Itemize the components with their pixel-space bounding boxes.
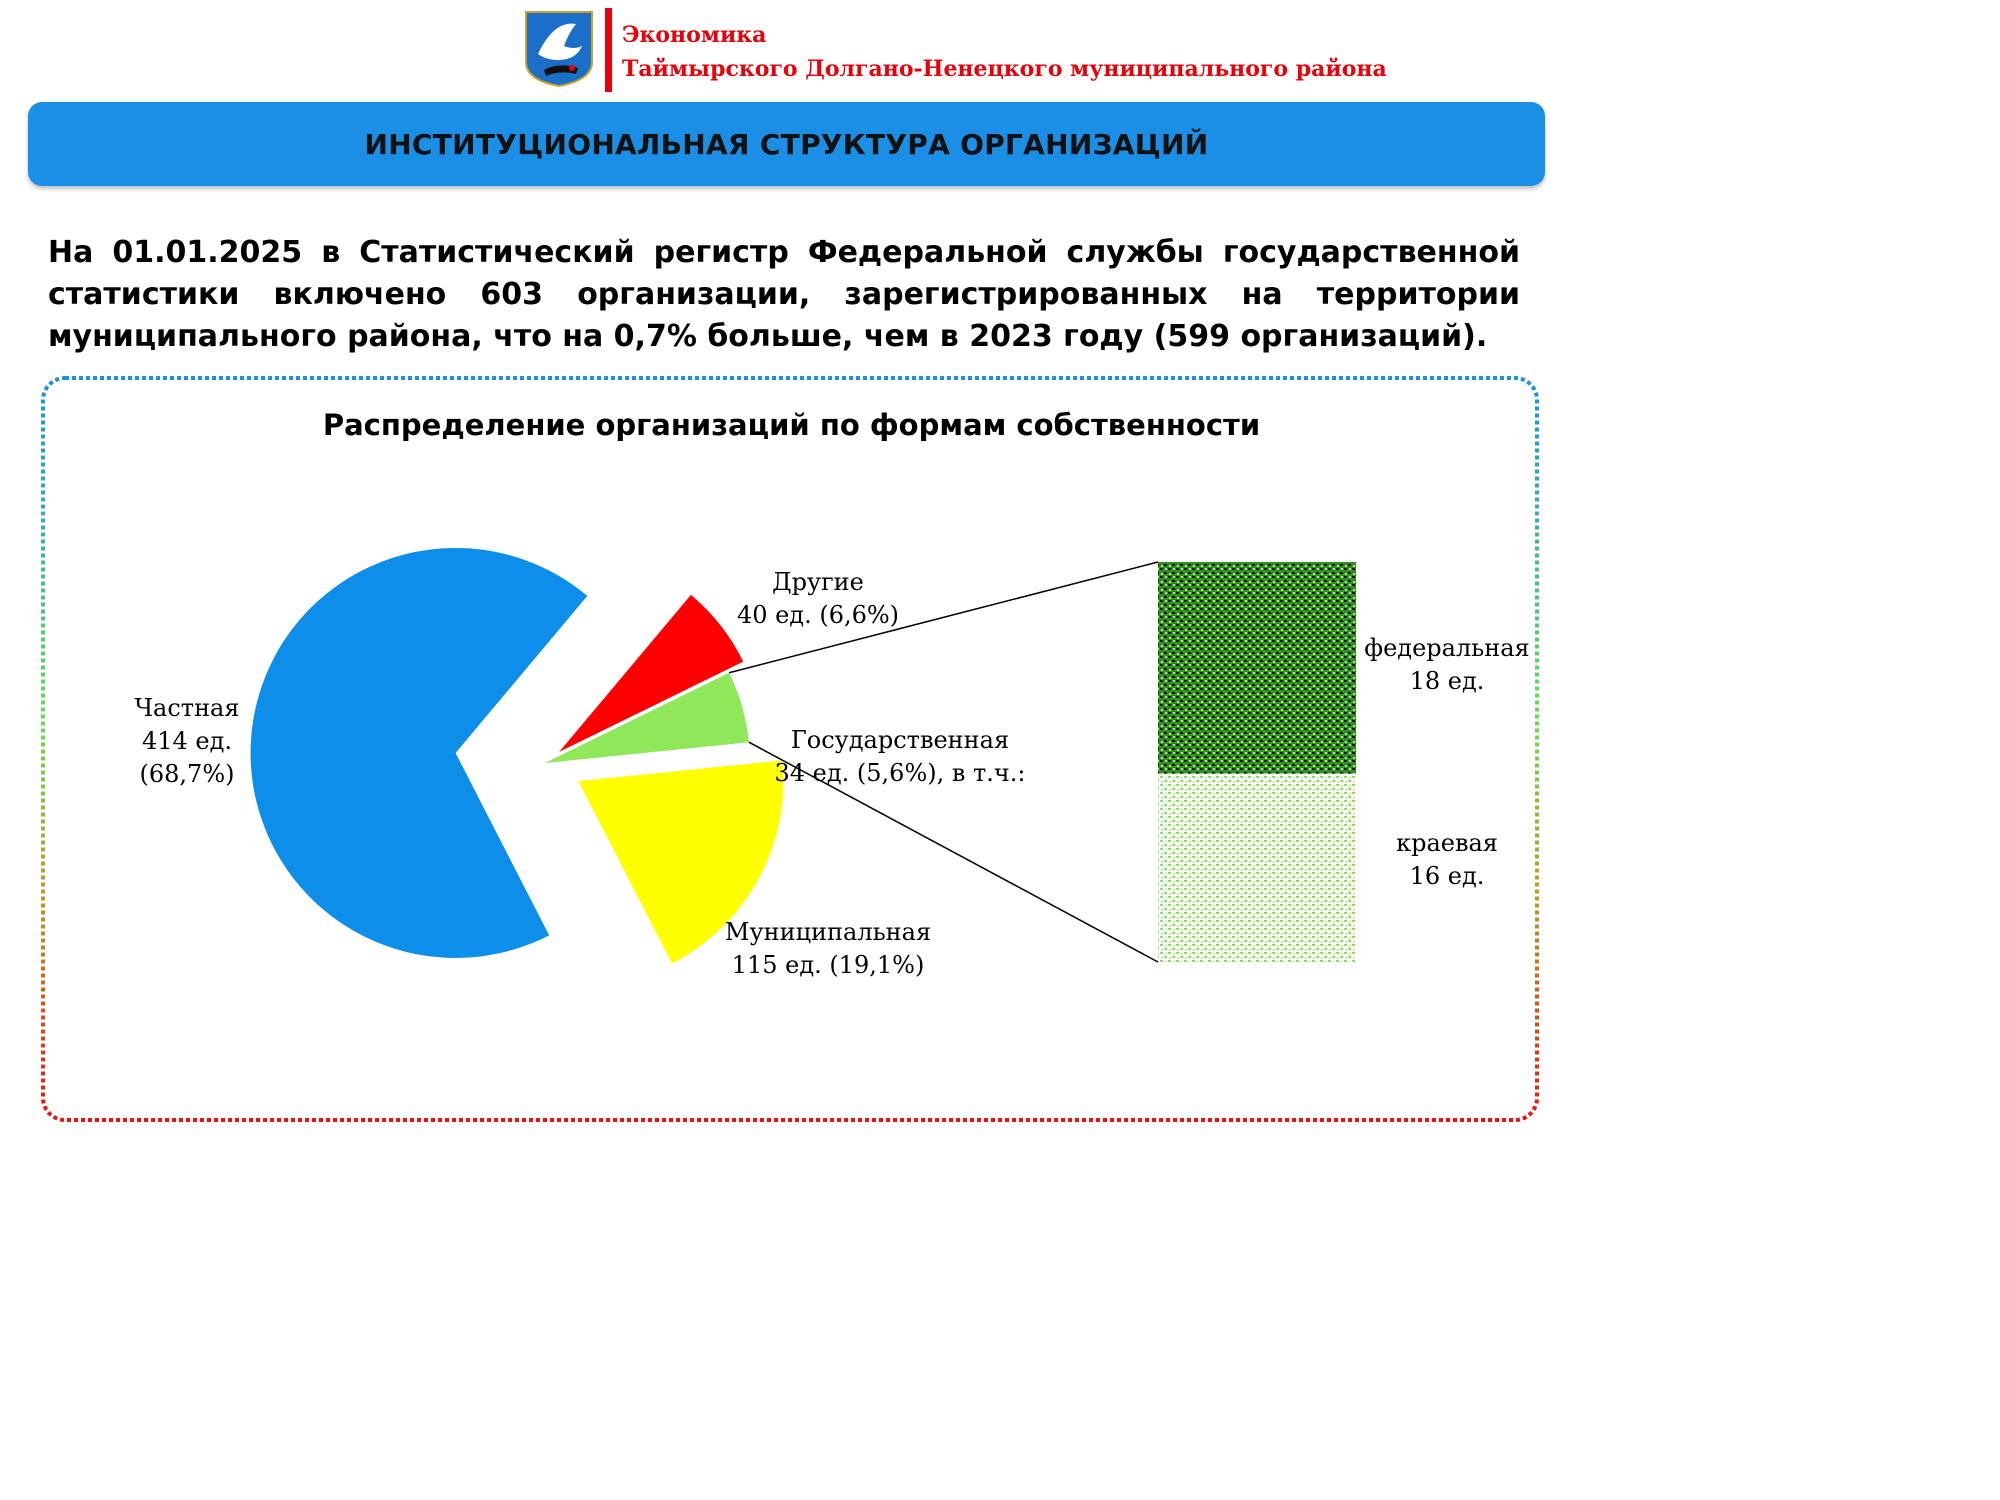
breakdown-name: федеральная [1364, 634, 1530, 662]
slice-label-municipal [718, 916, 938, 982]
slice-name: Другие [772, 568, 864, 596]
slice-value: 115 ед. (19,1%) [731, 951, 925, 979]
slice-label-private [128, 692, 246, 791]
slice-name: Государственная [790, 726, 1010, 754]
breakdown-value: 18 ед. [1409, 667, 1485, 695]
slice-label-other [728, 566, 908, 632]
chart-title: Распределение организаций по формам собственности [322, 408, 1261, 442]
breakdown-label-federal [1362, 632, 1532, 698]
slice-label-state [770, 724, 1030, 790]
slice-percent: (68,7%) [139, 760, 235, 788]
slice-name: Муниципальная [724, 918, 932, 946]
slice-value: 414 ед. [141, 727, 233, 755]
breakdown-name: краевая [1396, 829, 1498, 857]
pie-slice-private [251, 548, 588, 958]
intro-paragraph: На 01.01.2025 в Статистический регистр Федеральной службы государственной статистики включено 603 организации, зарегистрированных на территории муниципального района, что на 0,7% больше, чем в 2023 году (599 организаций). [48, 235, 1520, 354]
breakdown-bar-regional [1158, 774, 1356, 962]
slice-name: Частная [134, 694, 240, 722]
header-title-line2: Таймырского Долгано-Ненецкого муниципального района [622, 56, 1387, 82]
section-title: ИНСТИТУЦИОНАЛЬНАЯ СТРУКТУРА ОРГАНИЗАЦИЙ [364, 127, 1209, 161]
breakdown-value: 16 ед. [1409, 862, 1485, 890]
breakdown-label-regional [1382, 827, 1512, 893]
header-title-line1: Экономика [622, 22, 767, 48]
slice-value: 40 ед. (6,6%) [736, 601, 900, 629]
slice-value: 34 ед. (5,6%), в т.ч.: [774, 759, 1026, 787]
breakdown-bar-federal [1158, 562, 1356, 774]
